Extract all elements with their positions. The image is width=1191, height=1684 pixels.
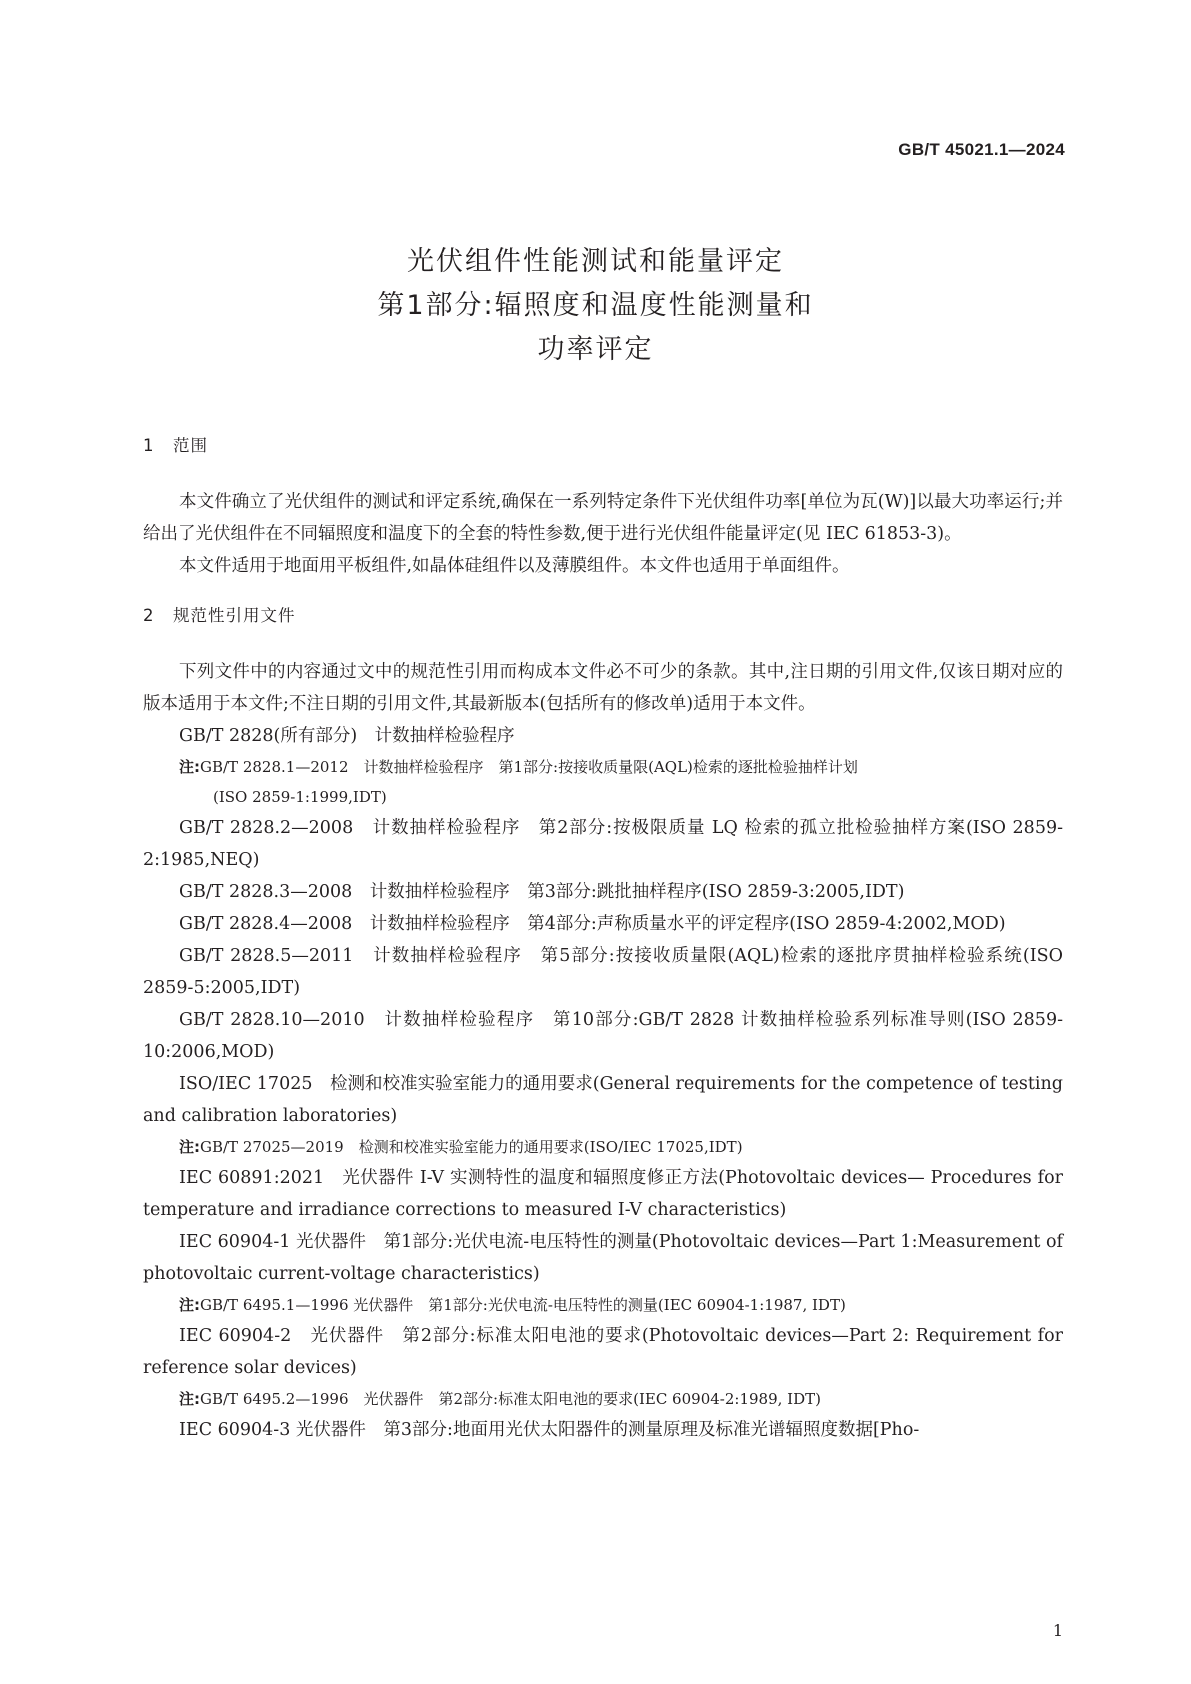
title-line-3: 功率评定 [537,334,654,365]
note-label: 注: [179,1390,200,1408]
reference-item: ISO/IEC 17025 检测和校准实验室能力的通用要求(General requirements for the competence of testing and calibration laboratories) [143,1074,1063,1126]
reference-item: GB/T 2828.3—2008 计数抽样检验程序 第3部分:跳批抽样程序(ISO 2859-3:2005,IDT) [179,882,905,902]
note-label: 注: [179,1138,200,1156]
paragraph: 本文件确立了光伏组件的测试和评定系统,确保在一系列特定条件下光伏组件功率[单位为瓦(W)]以最大功率运行;并给出了光伏组件在不同辐照度和温度下的全套的特性参数,便于进行光伏组件能量评定(见 IEC 61853-3)。 [143,492,1063,544]
note-text: GB/T 27025—2019 检测和校准实验室能力的通用要求(ISO/IEC 17025,IDT) [200,1138,743,1156]
reference-note [143,1384,1063,1414]
reference-item: IEC 60904-2 光伏器件 第2部分:标准太阳电池的要求(Photovoltaic devices—Part 2: Requirement for reference solar devices) [143,1326,1063,1378]
reference-item: GB/T 2828.4—2008 计数抽样检验程序 第4部分:声称质量水平的评定程序(ISO 2859-4:2002,MOD) [179,914,1006,934]
reference-item: IEC 60904-3 光伏器件 第3部分:地面用光伏太阳器件的测量原理及标准光谱辐照度数据[Pho- [179,1420,920,1440]
section-number: 1 [143,436,155,455]
note-text: GB/T 6495.1—1996 光伏器件 第1部分:光伏电流-电压特性的测量(IEC 60904-1:1987, IDT) [200,1296,846,1314]
reference-note-continuation: (ISO 2859-1:1999,IDT) [213,788,387,806]
section-1-heading [143,430,1063,462]
standard-number: GB/T 45021.1—2024 [898,140,1065,159]
paragraph: 下列文件中的内容通过文中的规范性引用而构成本文件必不可少的条款。其中,注日期的引用文件,仅该日期对应的版本适用于本文件;不注日期的引用文件,其最新版本(包括所有的修改单)适用于本文件。 [143,662,1063,714]
reference-item: IEC 60904-1 光伏器件 第1部分:光伏电流-电压特性的测量(Photovoltaic devices—Part 1:Measurement of photovoltaic current-voltage characteristics) [143,1232,1063,1284]
reference-item: GB/T 2828.10—2010 计数抽样检验程序 第10部分:GB/T 2828 计数抽样检验系列标准导则(ISO 2859-10:2006,MOD) [143,1010,1063,1062]
reference-item: GB/T 2828.5—2011 计数抽样检验程序 第5部分:按接收质量限(AQL)检索的逐批序贯抽样检验系统(ISO 2859-5:2005,IDT) [143,946,1063,998]
reference-item: GB/T 2828.2—2008 计数抽样检验程序 第2部分:按极限质量 LQ 检索的孤立批检验抽样方案(ISO 2859-2:1985,NEQ) [143,818,1063,870]
reference-item: IEC 60891:2021 光伏器件 I-V 实测特性的温度和辐照度修正方法(Photovoltaic devices— Procedures for temperature and irradiance corrections to measured I-V characteristics) [143,1168,1063,1220]
note-text: GB/T 6495.2—1996 光伏器件 第2部分:标准太阳电池的要求(IEC 60904-2:1989, IDT) [200,1390,821,1408]
note-label: 注: [179,1296,200,1314]
section-title: 规范性引用文件 [173,606,296,625]
reference-item: GB/T 2828(所有部分) 计数抽样检验程序 [179,726,515,746]
reference-note [143,752,1063,782]
reference-note [143,1132,1063,1162]
page-number: 1 [1052,1621,1063,1640]
section-title: 范围 [173,436,208,455]
reference-note [143,1290,1063,1320]
paragraph: 本文件适用于地面用平板组件,如晶体硅组件以及薄膜组件。本文件也适用于单面组件。 [179,556,850,576]
title-line-1: 光伏组件性能测试和能量评定 [407,246,784,277]
note-label: 注: [179,758,200,776]
document-body [143,430,1063,1446]
section-number: 2 [143,606,155,625]
document-title [0,240,1191,372]
note-text: GB/T 2828.1—2012 计数抽样检验程序 第1部分:按接收质量限(AQL)检索的逐批检验抽样计划 [200,758,858,776]
title-line-2: 第1部分:辐照度和温度性能测量和 [377,290,814,321]
section-2-heading [143,600,1063,632]
